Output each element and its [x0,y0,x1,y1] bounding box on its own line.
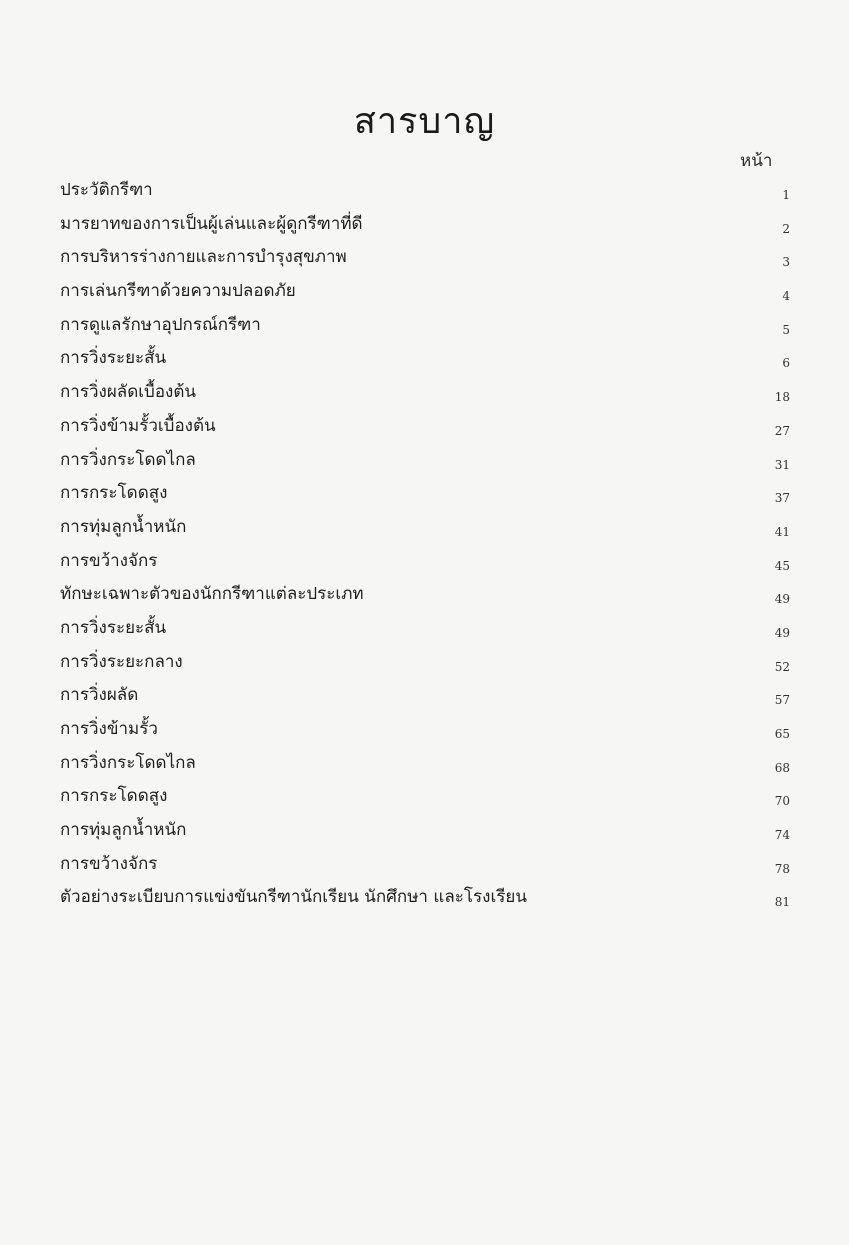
toc-entry [60,475,790,509]
toc-entry [60,307,790,341]
toc-entry [60,206,790,240]
toc-entry [60,778,790,812]
toc-entry [60,408,790,442]
toc-entry [60,239,790,273]
toc-entry-page: 74 [774,828,790,843]
page-column-label: หน้า [740,151,773,171]
toc-entry [60,610,790,644]
toc-entry [60,543,790,577]
toc-entry [60,745,790,779]
toc-entry-page: 2 [782,221,790,236]
toc-entry-page: 68 [774,760,790,775]
toc-entry-label: มารยาทของการเป็นผู้เล่นและผู้ดูกรีฑาที่ดี [60,213,363,234]
toc-entry-page: 57 [774,693,790,708]
toc-entry [60,273,790,307]
toc-entry-label: การทุ่มลูกน้ำหนัก [60,820,187,841]
toc-entry-page: 65 [774,727,790,741]
toc-entry-label: ตัวอย่างระเบียบการแข่งขันกรีฑานักเรียน นักศึกษา และโรงเรียน [60,887,527,908]
toc-entry-label: การขว้างจักร [60,550,158,571]
toc-entry [60,509,790,543]
toc-entry-label: การวิ่งระยะกลาง [60,651,183,672]
toc-entry-page: 27 [774,423,790,438]
toc-entry-label: การวิ่งระยะสั้น [60,348,167,369]
toc-entry [60,374,790,408]
toc-entry-label: ทักษะเฉพาะตัวของนักกรีฑาแต่ละประเภท [60,584,364,605]
toc-entry-page: 4 [782,289,790,304]
toc-entry [60,677,790,711]
toc-entry-page: 6 [782,356,790,371]
toc-entry-label: การทุ่มลูกน้ำหนัก [60,516,187,537]
toc-entry-page: 37 [774,491,790,506]
toc-entry [60,846,790,880]
toc-entry [60,576,790,610]
toc-entry-page: 41 [774,524,790,539]
toc-entry-label: การบริหารร่างกายและการบำรุงสุขภาพ [60,247,347,268]
toc-entry-page: 31 [774,457,790,472]
page-title: สารบาญ [353,101,496,142]
toc-entry-label: ประวัติกรีฑา [60,180,153,200]
toc-entry [60,442,790,476]
toc-entry-page: 5 [782,322,790,337]
toc-entry-page: 81 [774,895,790,910]
toc-entry-label: การวิ่งข้ามรั้วเบื้องต้น [60,415,216,436]
table-of-contents [60,172,790,913]
toc-entry-label: การวิ่งผลัด [60,685,139,706]
toc-entry-label: การกระโดดสูง [60,483,168,504]
toc-entry-label: การวิ่งข้ามรั้ว [60,719,158,739]
toc-entry-page: 45 [774,558,790,573]
toc-entry-label: การขว้างจักร [60,853,158,874]
toc-entry-page: 3 [782,255,790,270]
toc-entry-page: 18 [774,390,790,405]
toc-entry-label: การวิ่งกระโดดไกล [60,449,196,470]
toc-entry-page: 49 [774,592,790,607]
toc-entry [60,340,790,374]
toc-entry [60,644,790,678]
toc-entry-page: 70 [774,794,790,809]
toc-entry-page: 1 [782,188,790,202]
toc-entry-page: 49 [774,625,790,640]
toc-entry [60,879,790,913]
toc-entry-label: การวิ่งกระโดดไกล [60,752,196,773]
toc-entry [60,172,790,206]
toc-entry-label: การวิ่งผลัดเบื้องต้น [60,382,197,403]
toc-entry-label: การวิ่งระยะสั้น [60,617,167,638]
toc-entry [60,711,790,745]
toc-entry-label: การกระโดดสูง [60,786,168,807]
toc-entry-label: การดูแลรักษาอุปกรณ์กรีฑา [60,314,261,335]
toc-entry-page: 78 [774,861,790,876]
toc-entry-label: การเล่นกรีฑาด้วยความปลอดภัย [60,281,296,302]
toc-entry [60,812,790,846]
toc-entry-page: 52 [774,659,790,674]
